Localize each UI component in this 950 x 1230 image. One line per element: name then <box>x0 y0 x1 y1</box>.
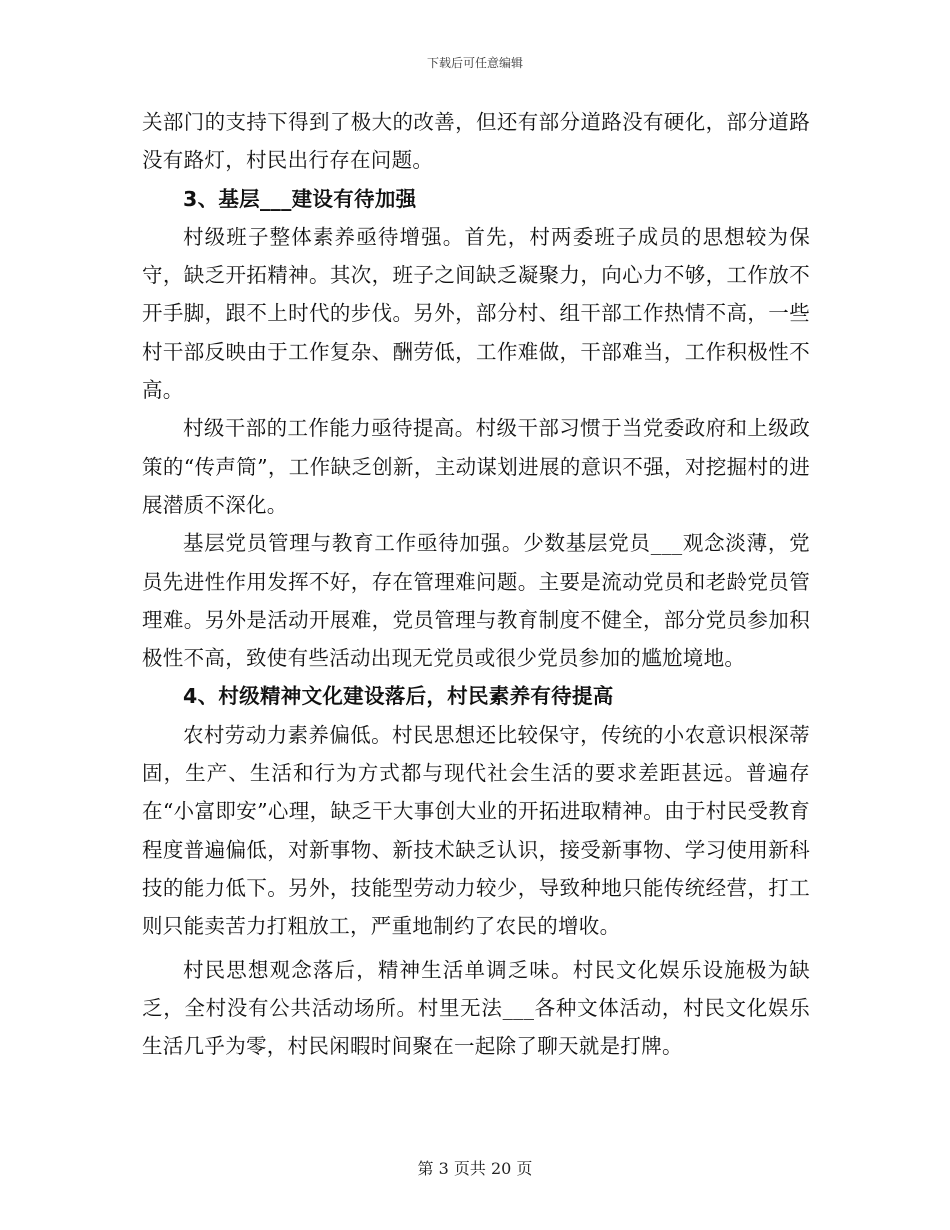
document-body <box>142 103 810 1065</box>
paragraph-labor-quality: 农村劳动力素养偏低。村民思想还比较保守，传统的小农意识根深蒂固，生产、生活和行为方式都与现代社会生活的要求差距甚远。普遍存在“小富即安”心理，缺乏干大事创大业的开拓进取精神。由于村民受教育程度普遍偏低，对新事物、新技术缺乏认识，接受新事物、学习使用新科技的能力低下。另外，技能型劳动力较少，导致种地只能传统经营，打工则只能卖苦力打粗放工，严重地制约了农民的增收。 <box>142 722 810 939</box>
page-footer: 第 3 页共 20 页 <box>417 1159 533 1178</box>
paragraph-cultural-life: 村民思想观念落后，精神生活单调乏味。村民文化娱乐设施极为缺乏，全村没有公共活动场所。村里无法___各种文体活动，村民文化娱乐生活几乎为零，村民闲暇时间聚在一起除了聊天就是打牌。 <box>142 957 810 1059</box>
paragraph-cadre-ability: 村级干部的工作能力亟待提高。村级干部习惯于当党委政府和上级政策的“传声筒”，工作缺乏创新，主动谋划进展的意识不强，对挖掘村的进展潜质不深化。 <box>142 416 810 517</box>
paragraph-team-quality: 村级班子整体素养亟待增强。首先，村两委班子成员的思想较为保守，缺乏开拓精神。其次，班子之间缺乏凝聚力，向心力不够，工作放不开手脚，跟不上时代的步伐。另外，部分村、组干部工作热情不高，一些村干部反映由于工作复杂、酬劳低，工作难做，干部难当，工作积极性不高。 <box>142 224 810 403</box>
paragraph-continued: 关部门的支持下得到了极大的改善，但还有部分道路没有硬化，部分道路没有路灯，村民出行存在问题。 <box>142 110 810 173</box>
paragraph-party-member-management: 基层党员管理与教育工作亟待加强。少数基层党员___观念淡薄，党员先进性作用发挥不好，存在管理难问题。主要是流动党员和老龄党员管理难。另外是活动开展难，党员管理与教育制度不健全，部分党员参加积极性不高，致使有些活动出现无党员或很少党员参加的尴尬境地。 <box>142 531 810 671</box>
section-heading-4: 4、村级精神文化建设落后，村民素养有待提高 <box>183 684 614 709</box>
section-heading-3: 3、基层___建设有待加强 <box>183 186 417 211</box>
page-header: 下载后可任意编辑 <box>426 56 523 70</box>
